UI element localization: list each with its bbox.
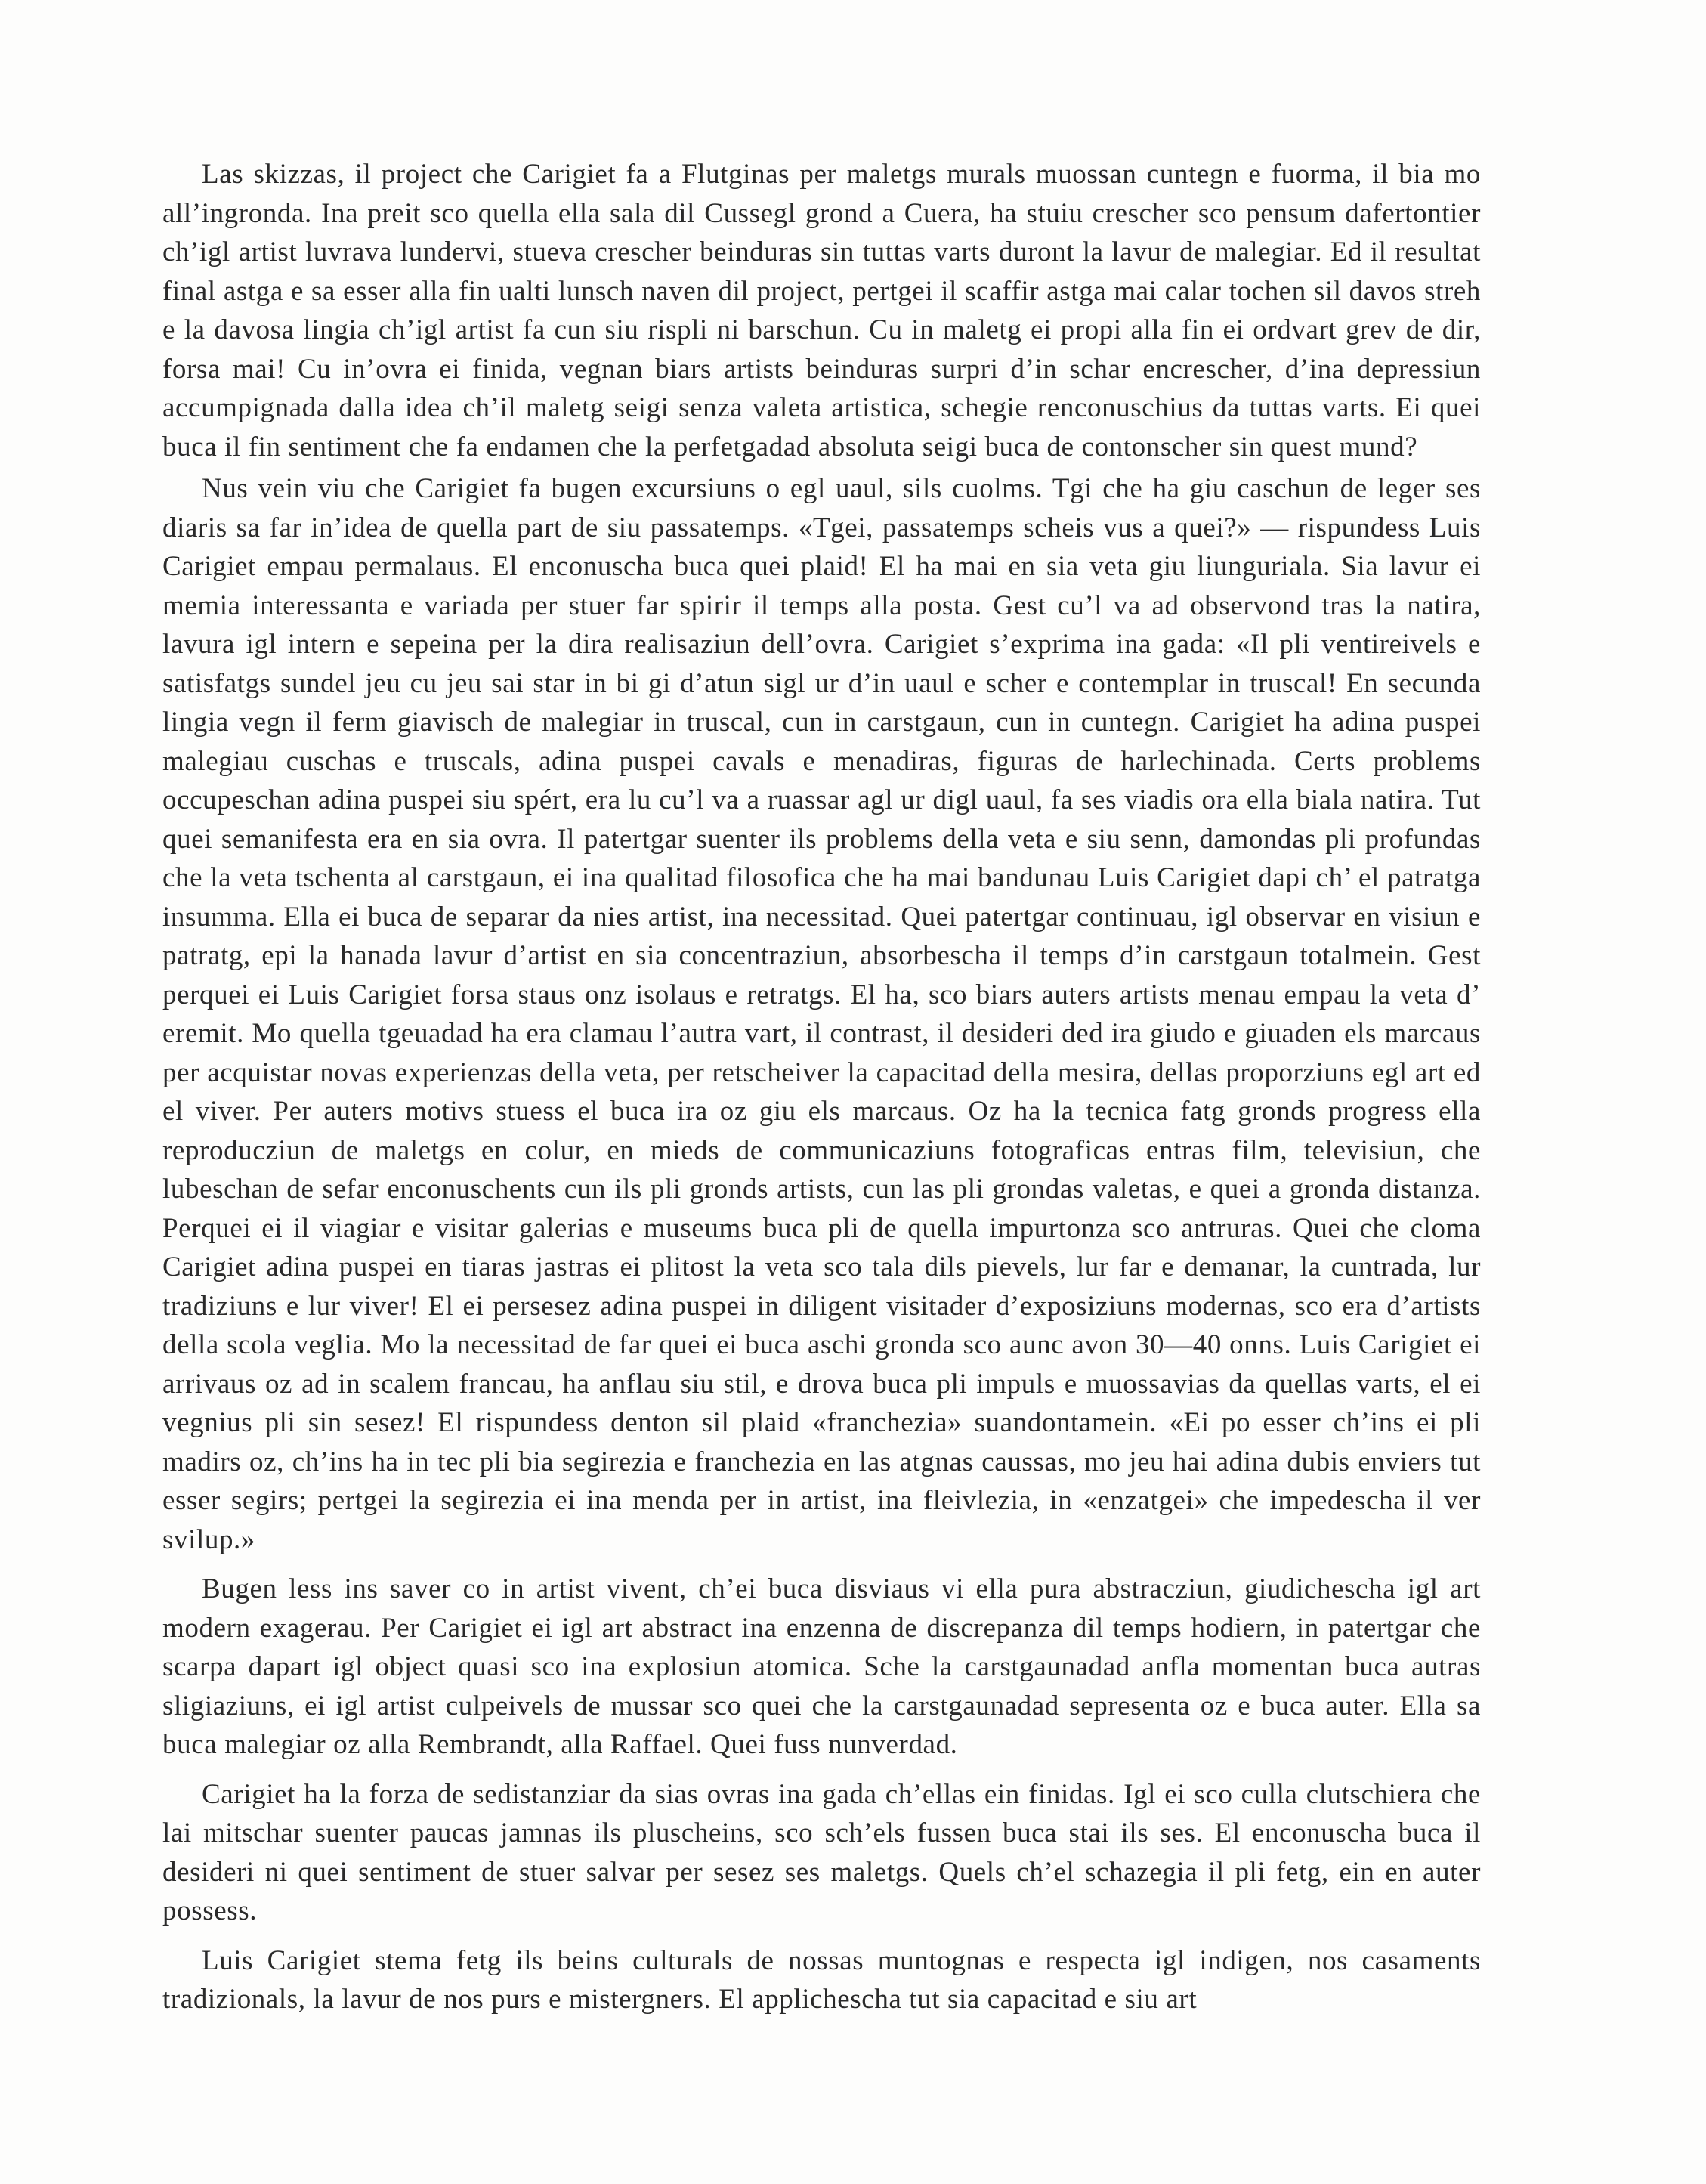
- paragraph-excursiuns: Nus vein viu che Carigiet fa bugen excursiuns o egl uaul, sils cuolms. Tgi che ha giu caschun de leger ses diaris sa far in’idea de quella part de siu passatemps. «Tgei, passatemps scheis vus a quei?» — rispundess Luis Carigiet empau permalaus. El enconuscha buca quei plaid! El ha mai en sia veta giu liunguriala. Sia lavur ei memia interessanta e variada per stuer far spirir il temps alla posta. Gest cu’l va ad observond tras la natira, lavura igl intern e sepeina per la dira realisaziun dell’ovra. Carigiet s’exprima ina gada: «Il pli ventireivels e satisfatgs sundel jeu cu jeu sai star in bi gi d’atun sigl ur d’in uaul e scher e contemplar in truscal! En secunda lingia vegn il ferm giavisch de malegiar in truscal, cun in carstgaun, cun in cuntegn. Carigiet ha adina puspei malegiau cuschas e truscals, adina puspei cavals e menadiras, figuras de harlechinada. Certs problems occupeschan adina puspei siu spért, era lu cu’l va a ruassar agl ur digl uaul, fa ses viadis ora ella biala natira. Tut quei semanifesta era en sia ovra. Il patertgar suenter ils problems della veta e siu senn, damondas pli profundas che la veta tschenta al carstgaun, ei ina qualitad filosofica che ha mai bandunau Luis Carigiet dapi ch’ el patratga insumma. Ella ei buca de separar da nies artist, ina necessitad. Quei patertgar continuau, igl observar en visiun e patratg, epi la hanada lavur d’artist en sia concentraziun, absorbescha il temps d’in carstgaun totalmein. Gest perquei ei Luis Carigiet forsa staus onz isolaus e retratgs. El ha, sco biars auters artists menau empau la veta d’ eremit. Mo quella tgeuadad ha era clamau l’autra vart, il contrast, il desideri ded ira giudo e giuaden els marcaus per acquistar novas experienzas della veta, per retscheiver la capacitad della mesira, dellas proporziuns egl art ed el viver. Per auters motivs stuess el buca ira oz giu els marcaus. Oz ha la tecnica fatg gronds progress ella reproducziun de maletgs en colur, en mieds de communicaziuns fotograficas entras film, televisiun, che lubeschan de sefar enconuschents cun ils pli gronds artists, cun las pli grondas valetas, e quei a gronda distanza. Perquei ei il viagiar e visitar galerias e museums buca pli de quella impurtonza sco antruras. Quei che cloma Carigiet adina puspei en tiaras jastras ei plitost la veta sco tala dils pievels, lur far e demanar, la cuntrada, lur tradiziuns e lur viver! El ei persesez adina puspei in diligent visitader d’exposiziuns modernas, sco era d’artists della scola veglia. Mo la necessitad de far quei ei buca aschi gronda sco aunc avon 30—40 onns. Luis Carigiet ei arrivaus oz ad in scalem francau, ha anflau siu stil, e drova buca pli impuls e muossavias da quellas varts, el ei vegnius pli sin sesez! El rispundess denton sil plaid «franchezia» suandontamein. «Ei po esser ch’ins ei pli madirs oz, ch’ins ha in tec pli bia segirezia e franchezia en las atgnas caussas, mo jeu hai adina dubis enviers tut esser segirs; pertgei la segirezia ei ina menda per in artist, ina fleivlezia, in «enzatgei» che impedescha il ver svilup.»: [162, 473, 1481, 1555]
- paragraph-beins-culturals: Luis Carigiet stema fetg ils beins culturals de nossas muntognas e respecta igl indigen, nos casaments tradizionals, la lavur de nos purs e mistergners. El applichescha tut sia capacitad e siu art: [162, 1944, 1481, 2015]
- paragraph-skizzas: Las skizzas, il project che Carigiet fa a Flutginas per maletgs murals muossan cuntegn e fuorma, il bia mo all’ingronda. Ina preit sco quella ella sala dil Cussegl grond a Cuera, ha stuiu crescher sco pensum dafertontier ch’igl artist luvrava lundervi, stueva crescher beinduras sin tuttas varts duront la lavur de malegiar. Ed il resultat final astga e sa esser alla fin ualti lunsch naven dil project, pertgei il scaffir astga mai calar tochen sil davos streh e la davosa lingia ch’igl artist fa cun siu rispli ni barschun. Cu in maletg ei propi alla fin ei ordvart grev de dir, forsa mai! Cu in’ovra ei finida, vegnan biars artists beinduras surpri d’in schar encrescher, d’ina depressiun accumpignada dalla idea ch’il maletg seigi senza valeta artistica, schegie renconuschius da tuttas varts. Ei quei buca il fin sentiment che fa endamen che la perfetgadad absoluta seigi buca de contonscher sin quest mund?: [162, 159, 1481, 462]
- paragraph-art-modern: Bugen less ins saver co in artist vivent, ch’ei buca disviaus vi ella pura abstracziun, giudichescha igl art modern exagerau. Per Carigiet ei igl art abstract ina enzenna de discrepanza dil temps hodiern, in patertgar che scarpa dapart igl object quasi sco ina explosiun atomica. Sche la carstgaunadad anfla momentan buca autras sligiaziuns, ei igl artist culpeivels de mussar sco quei che la carstgaunadad sepresenta oz e buca auter. Ella sa buca malegiar oz alla Rembrandt, alla Raffael. Quei fuss nunverdad.: [162, 1573, 1481, 1760]
- body-text: [162, 155, 1481, 2019]
- paragraph-distanza: Carigiet ha la forza de sedistanziar da sias ovras ina gada ch’ellas ein finidas. Igl ei sco culla clutschiera che lai mitschar suenter paucas jamnas ils pluscheins, sco sch’els fussen buca stai ils ses. El enconuscha buca il desideri ni quei sentiment de stuer salvar per sesez ses maletgs. Quels ch’el schazegia il pli fetg, ein en auter possess.: [162, 1778, 1481, 1926]
